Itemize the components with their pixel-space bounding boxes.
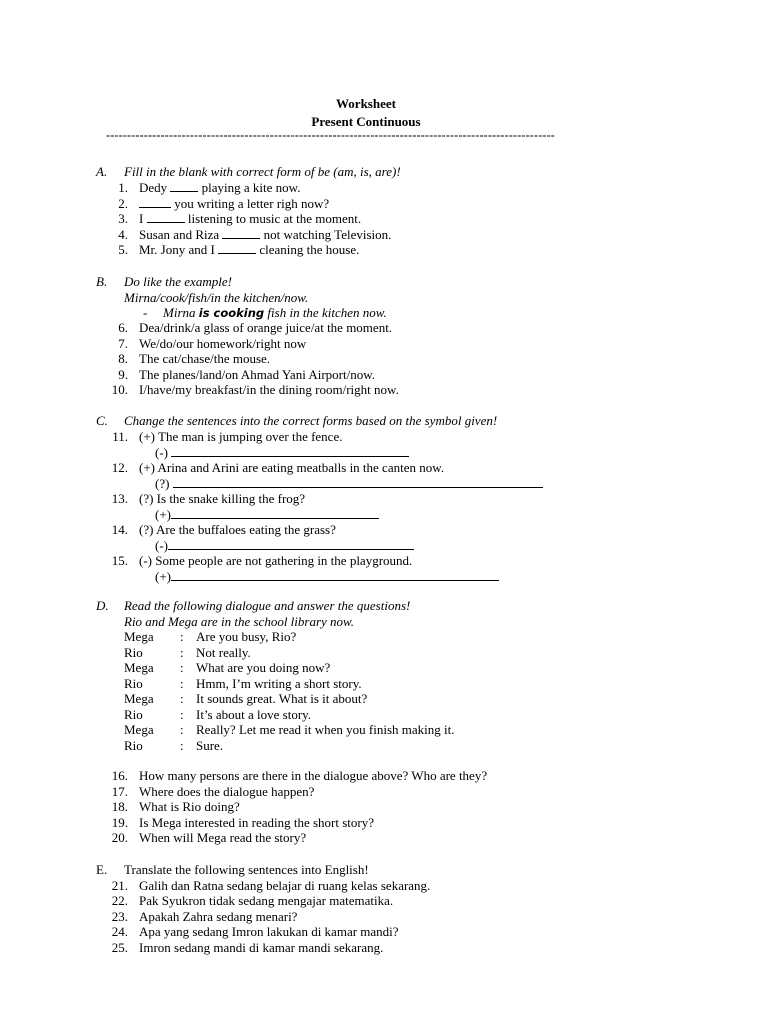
answer-symbol: (-) — [155, 444, 168, 460]
speaker-name: Rio — [124, 706, 143, 722]
item-text-post: you writing a letter righ now? — [171, 195, 330, 211]
item-number: 7. — [118, 335, 128, 351]
utterance: Sure. — [196, 737, 224, 753]
example-prompt: Mirna/cook/fish/in the kitchen/now. — [124, 289, 309, 305]
speaker-colon: : — [180, 675, 184, 691]
item-text: The cat/chase/the mouse. — [139, 351, 271, 366]
item-number: 10. — [111, 382, 128, 397]
section-letter: D. — [96, 598, 109, 613]
blank-line[interactable] — [147, 211, 185, 223]
answer-blank[interactable] — [171, 445, 409, 457]
example-dash: - — [143, 305, 148, 320]
answer-symbol: (+) — [155, 568, 171, 584]
speaker-name: Mega — [124, 629, 154, 644]
example-answer-bold: is cooking — [198, 306, 265, 320]
speaker-colon: : — [180, 644, 184, 660]
item-text: (+) The man is jumping over the fence. — [139, 429, 343, 444]
speaker-colon: : — [180, 737, 184, 753]
example-answer-pre: Mirna — [163, 305, 199, 320]
item-text-pre: I — [139, 211, 147, 226]
worksheet-title: Worksheet — [336, 96, 396, 111]
section-letter: E. — [96, 862, 108, 877]
item-number: 14. — [111, 522, 128, 537]
item-number: 8. — [118, 351, 128, 366]
speaker-colon: : — [180, 660, 184, 675]
speaker-colon: : — [180, 706, 184, 722]
utterance: Hmm, I’m writing a short story. — [196, 675, 362, 691]
answer-blank[interactable] — [168, 538, 414, 550]
item-text: Imron sedang mandi di kamar mandi sekarang. — [139, 939, 384, 955]
answer-row — [155, 507, 379, 523]
utterance: It sounds great. What is it about? — [196, 691, 368, 706]
item-text: What is Rio doing? — [139, 799, 240, 814]
section-instruction: Change the sentences into the correct forms based on the symbol given! — [124, 413, 498, 428]
item-text: (?) Is the snake killing the frog? — [139, 491, 306, 506]
answer-symbol: (-) — [155, 537, 168, 553]
item-text — [139, 242, 359, 258]
item-text: (-) Some people are not gathering in the playground. — [139, 553, 413, 568]
item-number: 23. — [111, 908, 128, 924]
speaker-name: Rio — [124, 644, 143, 660]
speaker-colon: : — [180, 691, 184, 706]
item-text: Pak Syukron tidak sedang mengajar matematika. — [139, 893, 394, 908]
answer-symbol: (?) — [155, 475, 170, 491]
item-text: When will Mega read the story? — [139, 830, 307, 845]
dialogue-setting: Rio and Mega are in the school library now. — [124, 613, 355, 629]
item-text — [139, 180, 300, 196]
speaker-name: Rio — [124, 737, 143, 753]
item-number: 18. — [111, 799, 128, 814]
answer-row — [155, 476, 543, 492]
speaker-colon: : — [180, 722, 184, 737]
item-number: 4. — [118, 226, 128, 242]
item-text — [139, 227, 391, 243]
example-answer-post: fish in the kitchen now. — [264, 305, 387, 320]
utterance: Are you busy, Rio? — [196, 629, 297, 644]
item-number: 12. — [111, 460, 128, 475]
item-number: 19. — [111, 814, 128, 830]
answer-blank[interactable] — [171, 507, 379, 519]
separator-line: ----------------------------------------------------------------------------------------------------------- — [106, 128, 555, 142]
section-letter: A. — [96, 164, 108, 179]
item-text-post: not watching Television. — [260, 226, 392, 242]
answer-symbol: (+) — [155, 506, 171, 522]
item-number: 16. — [111, 768, 128, 783]
item-text-post: listening to music at the moment. — [184, 211, 362, 226]
answer-row — [155, 569, 499, 585]
item-number: 5. — [118, 242, 128, 257]
item-text-post: cleaning the house. — [256, 242, 360, 257]
section-instruction: Do like the example! — [124, 274, 232, 289]
item-number: 21. — [111, 877, 128, 893]
item-number: 20. — [111, 830, 128, 845]
speaker-colon: : — [180, 629, 184, 644]
utterance: It’s about a love story. — [196, 706, 312, 722]
item-number: 6. — [118, 320, 128, 335]
speaker-name: Rio — [124, 675, 143, 691]
speaker-name: Mega — [124, 660, 154, 675]
item-text: I/have/my breakfast/in the dining room/right now. — [139, 382, 399, 397]
blank-line[interactable] — [170, 180, 198, 192]
answer-blank[interactable] — [171, 569, 499, 581]
item-text: Is Mega interested in reading the short story? — [139, 814, 375, 830]
utterance: Really? Let me read it when you finish making it. — [196, 722, 455, 737]
item-text-pre: Dedy — [139, 180, 171, 195]
section-instruction: Read the following dialogue and answer the questions! — [124, 598, 411, 613]
speaker-name: Mega — [124, 691, 154, 706]
answer-row — [155, 445, 409, 461]
item-text-post: playing a kite now. — [198, 180, 301, 195]
item-number: 22. — [111, 893, 128, 908]
item-number: 2. — [118, 195, 128, 211]
section-letter: B. — [96, 274, 108, 289]
item-number: 13. — [111, 491, 128, 506]
item-number: 25. — [111, 939, 128, 955]
blank-line[interactable] — [218, 242, 256, 254]
item-text — [139, 211, 361, 227]
item-text: The planes/land/on Ahmad Yani Airport/now. — [139, 366, 376, 382]
item-text: Galih dan Ratna sedang belajar di ruang kelas sekarang. — [139, 877, 431, 893]
item-number: 17. — [111, 783, 128, 799]
item-text: Dea/drink/a glass of orange juice/at the moment. — [139, 320, 393, 335]
item-number: 24. — [111, 924, 128, 939]
item-number: 1. — [118, 180, 128, 195]
utterance: Not really. — [196, 644, 251, 660]
blank-line[interactable] — [222, 227, 260, 239]
item-text: Apa yang sedang Imron lakukan di kamar mandi? — [139, 924, 399, 939]
item-text: (?) Are the buffaloes eating the grass? — [139, 522, 336, 537]
section-instruction: Translate the following sentences into English! — [124, 862, 369, 877]
speaker-name: Mega — [124, 722, 154, 737]
item-text: (+) Arina and Arini are eating meatballs in the canten now. — [139, 460, 445, 475]
section-letter: C. — [96, 413, 108, 428]
answer-blank[interactable] — [173, 476, 543, 488]
blank-line[interactable] — [139, 196, 171, 208]
worksheet-subtitle: Present Continuous — [311, 114, 421, 129]
item-number: 9. — [118, 366, 128, 382]
item-text-pre: Mr. Jony and I — [139, 242, 219, 257]
answer-row — [155, 538, 414, 554]
section-instruction: Fill in the blank with correct form of be (am, is, are)! — [124, 164, 401, 179]
item-text: How many persons are there in the dialogue above? Who are they? — [139, 768, 488, 783]
item-text: We/do/our homework/right now — [139, 335, 307, 351]
item-text: Where does the dialogue happen? — [139, 783, 315, 799]
item-number: 11. — [112, 429, 128, 444]
item-text-pre: Susan and Riza — [139, 226, 223, 242]
item-number: 15. — [111, 553, 128, 568]
item-number: 3. — [118, 211, 128, 226]
item-text: Apakah Zahra sedang menari? — [139, 908, 298, 924]
item-text — [139, 196, 329, 212]
utterance: What are you doing now? — [196, 660, 331, 675]
